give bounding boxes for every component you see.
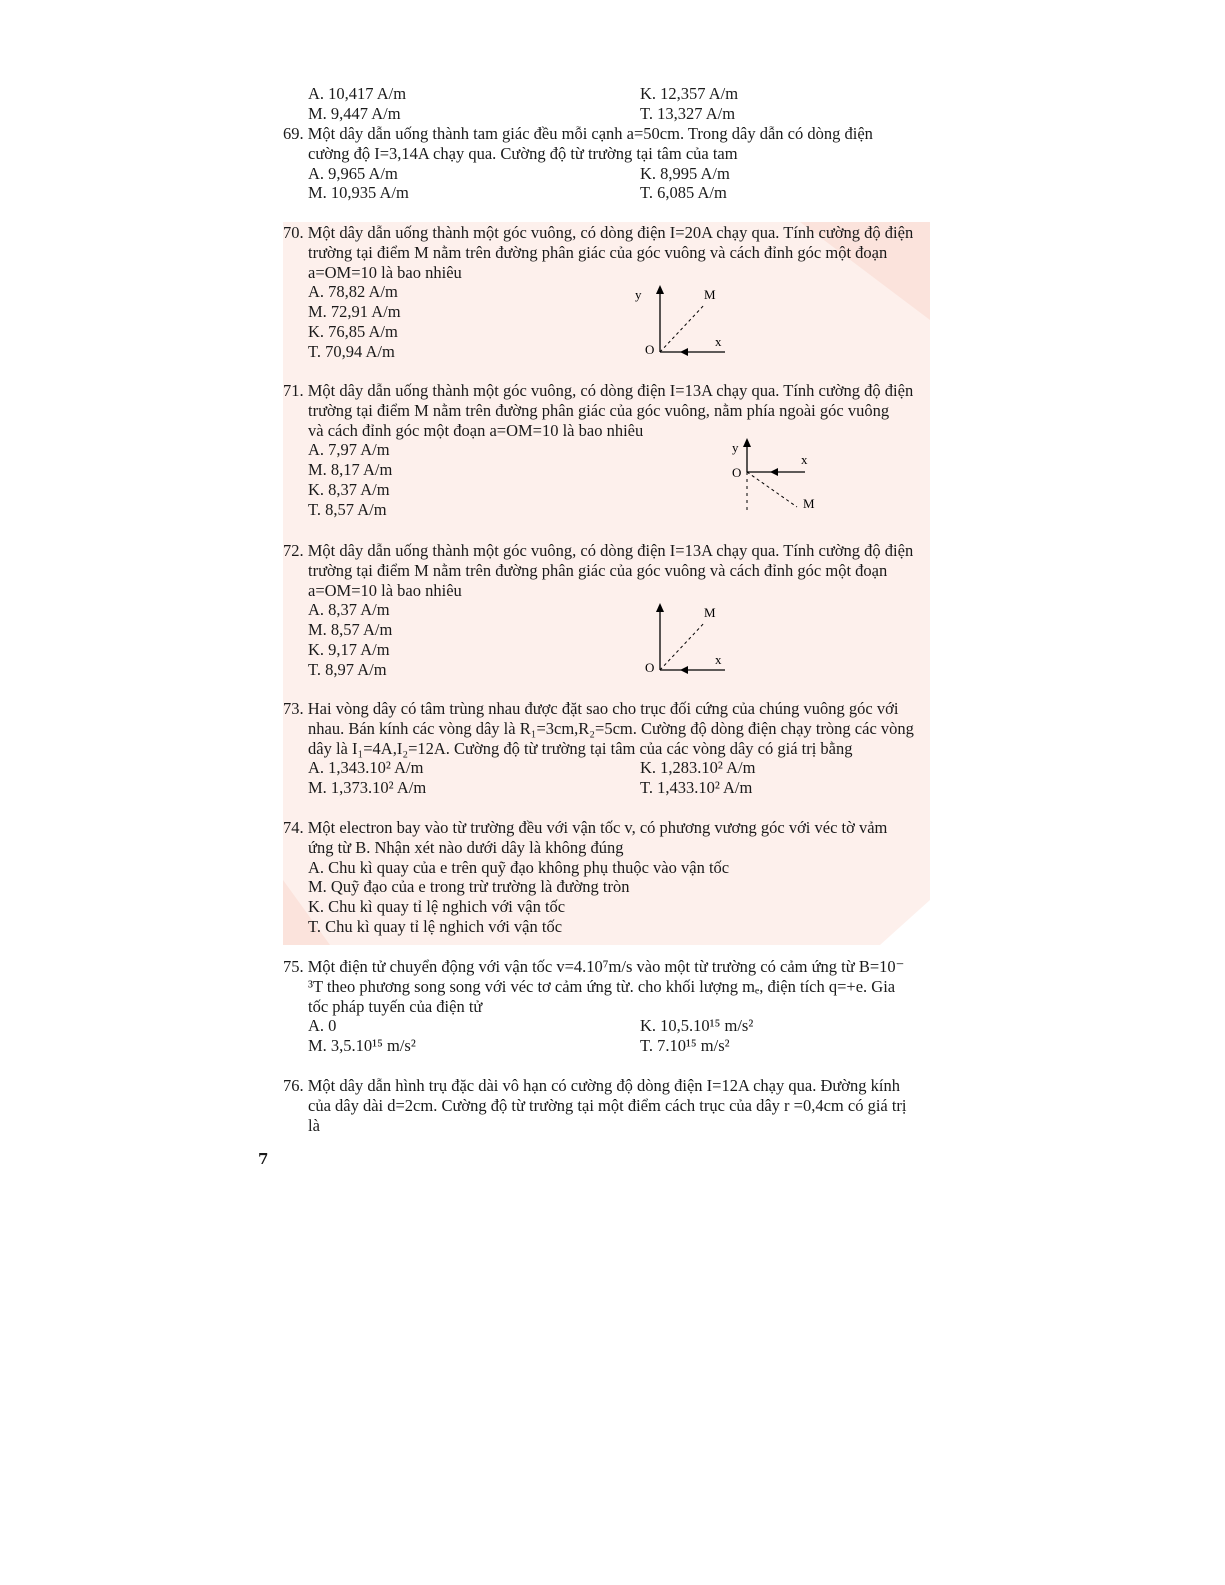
question-text: trường tại điểm M nằm trên đường phân giác của góc vuông, nằm phía ngoài góc vuông: [308, 400, 890, 420]
point-label-m: M: [803, 496, 815, 511]
option: M. 72,91 A/m: [308, 302, 401, 322]
question-text: cường độ I=3,14A chạy qua. Cường độ từ trường tại tâm của tam: [308, 143, 738, 163]
option: A. 0: [308, 1016, 337, 1036]
option: A. 9,965 A/m: [308, 163, 398, 183]
option: K. 8,37 A/m: [308, 479, 390, 499]
origin-label: O: [732, 465, 742, 480]
option: K. 8,995 A/m: [640, 163, 730, 183]
question-text: dây là I₁=4A,I₂=12A. Cường độ từ trường tại tâm của các vòng dây có giá trị bằng: [308, 738, 853, 758]
option: A. 1,343.10² A/m: [308, 758, 424, 778]
point-label-m: M: [704, 287, 716, 302]
option: T. 7.10¹⁵ m/s²: [640, 1036, 730, 1056]
option: A. 10,417 A/m: [308, 84, 407, 103]
option: T. 13,327 A/m: [640, 103, 736, 123]
axis-label-y: y: [732, 440, 739, 455]
question-text: nhau. Bán kính các vòng dây là R₁=3cm,R₂=5cm. Cường độ dòng điện chạy tròng các vòng: [308, 718, 914, 738]
option: K. 76,85 A/m: [308, 321, 398, 341]
question-text: 69. Một dây dẫn uống thành tam giác đều mỗi cạnh a=50cm. Trong dây dẫn có dòng điện: [283, 124, 873, 143]
question-text: là: [308, 1115, 320, 1135]
option: K. 1,283.10² A/m: [640, 758, 756, 778]
option: A. Chu kì quay của e trên quỹ đạo không phụ thuộc vào vận tốc: [308, 857, 730, 877]
option: M. 1,373.10² A/m: [308, 778, 427, 798]
question-text: ³T theo phương song song với véc tơ cảm ứng từ. cho khối lượng mₑ, điện tích q=+e. Gia: [308, 976, 896, 996]
option: M. 8,57 A/m: [308, 620, 393, 640]
point-label-m: M: [704, 605, 716, 620]
option: T. Chu kì quay tỉ lệ nghich với vận tốc: [308, 916, 563, 936]
option: K. 12,357 A/m: [640, 84, 739, 103]
option: A. 7,97 A/m: [308, 440, 390, 460]
option: T. 1,433.10² A/m: [640, 778, 753, 798]
origin-label: O: [645, 342, 655, 357]
axis-label-x: x: [715, 334, 722, 349]
option: T. 6,085 A/m: [640, 183, 727, 203]
option: A. 8,37 A/m: [308, 600, 390, 620]
question-text: 76. Một dây dẫn hình trụ đặc dài vô hạn có cường độ dòng điện I=12A chạy qua. Đường kính: [283, 1076, 900, 1095]
question-text: 70. Một dây dẫn uống thành một góc vuông, có dòng điện I=20A chạy qua. Tính cường độ điện: [283, 223, 914, 242]
option: M. 10,935 A/m: [308, 183, 409, 203]
option: T. 8,57 A/m: [308, 499, 387, 519]
option: K. Chu kì quay tỉ lệ nghich với vận tốc: [308, 897, 566, 917]
question-68-options: [283, 84, 973, 124]
question-73: [283, 699, 973, 798]
question-72: [283, 541, 973, 680]
page-number: 7: [258, 1150, 269, 1168]
question-text: và cách đỉnh góc một đoạn a=OM=10 là bao nhiêu: [308, 420, 644, 440]
option: M. 3,5.10¹⁵ m/s²: [308, 1036, 416, 1056]
question-text: 72. Một dây dẫn uống thành một góc vuông, có dòng điện I=13A chạy qua. Tính cường độ điện: [283, 541, 914, 560]
axis-label-x: x: [715, 652, 722, 667]
question-text: trường tại điểm M nằm trên đường phân giác của góc vuông và cách đỉnh góc một đoạn: [308, 560, 888, 580]
option: M. 9,447 A/m: [308, 103, 401, 123]
question-text: 73. Hai vòng dây có tâm trùng nhau được đặt sao cho trục đối cứng của chúng vuông góc với: [283, 699, 899, 718]
question-text: a=OM=10 là bao nhiêu: [308, 262, 462, 282]
origin-label: O: [645, 660, 655, 675]
question-75: [283, 957, 973, 1056]
question-text: ứng từ B. Nhận xét nào dưới dây là không đúng: [308, 837, 624, 857]
option: K. 10,5.10¹⁵ m/s²: [640, 1016, 754, 1036]
question-text: 71. Một dây dẫn uống thành một góc vuông, có dòng điện I=13A chạy qua. Tính cường độ điện: [283, 381, 914, 400]
question-76: [283, 1076, 973, 1135]
question-text: tốc pháp tuyến của điện tử: [308, 996, 483, 1016]
option: M. Quỹ đạo của e trong trừ trường là đường tròn: [308, 877, 630, 897]
figure-right-angle-71: [725, 435, 825, 515]
option: K. 9,17 A/m: [308, 639, 390, 659]
question-74: [283, 818, 973, 937]
question-text: trường tại điểm M nằm trên đường phân giác của góc vuông và cách đỉnh góc một đoạn: [308, 242, 888, 262]
question-71: [283, 381, 973, 520]
question-text: a=OM=10 là bao nhiêu: [308, 580, 462, 600]
option: A. 78,82 A/m: [308, 282, 398, 302]
question-text: 75. Một điện tử chuyển động với vận tốc v=4.10⁷m/s vào một từ trường có cảm ứng từ B=10⁻: [283, 957, 905, 976]
figure-right-angle-70: [630, 282, 740, 362]
axis-label-x: x: [801, 452, 808, 467]
figure-right-angle-72: [630, 600, 740, 680]
question-70: [283, 223, 973, 362]
option: M. 8,17 A/m: [308, 460, 393, 480]
option: T. 8,97 A/m: [308, 659, 387, 679]
axis-label-y: y: [635, 287, 642, 302]
question-text: của dây dài d=2cm. Cường độ từ trường tại một điểm cách trục của dây r =0,4cm có giá trị: [308, 1095, 907, 1115]
question-69: [283, 124, 973, 203]
option: T. 70,94 A/m: [308, 341, 395, 361]
question-text: 74. Một electron bay vào từ trường đều với vận tốc v, có phương vương góc với véc tờ vảm: [283, 818, 888, 837]
